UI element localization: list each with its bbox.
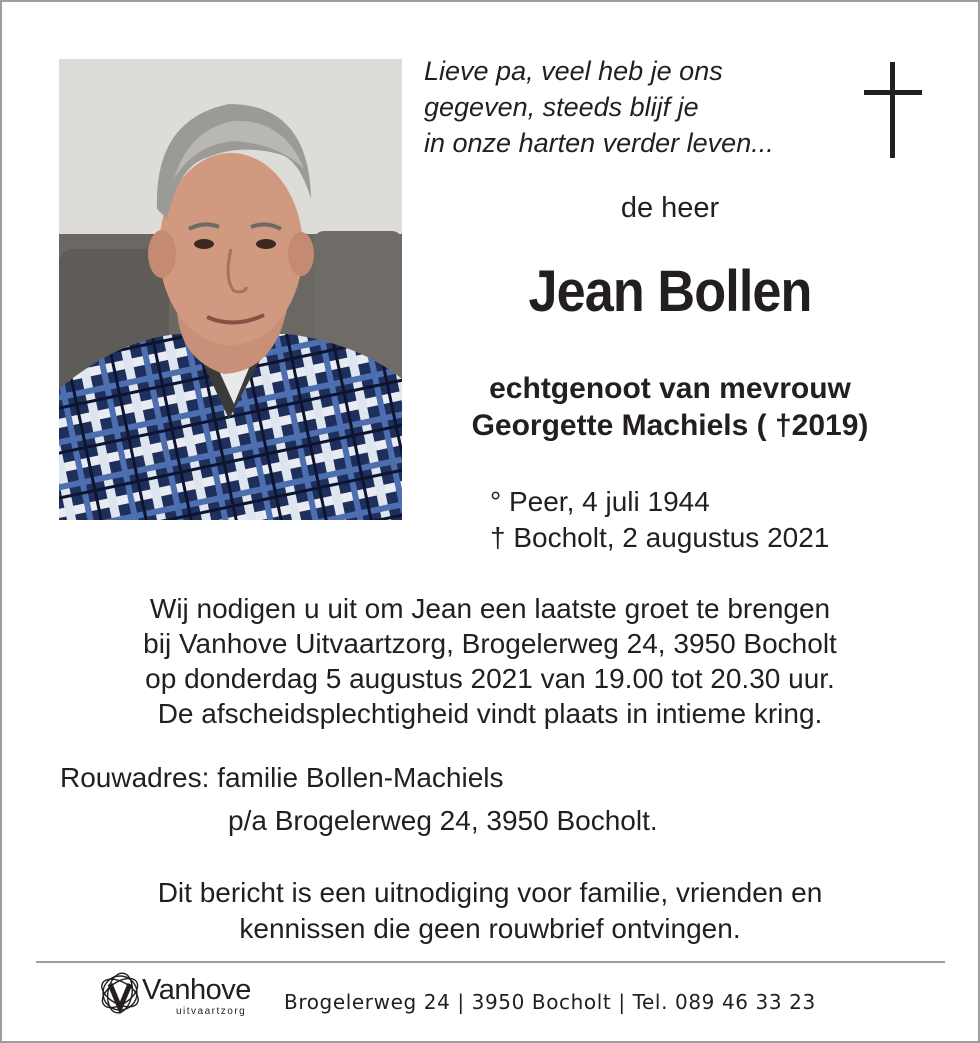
poem-line: Lieve pa, veel heb je ons [424, 56, 723, 86]
life-dates [490, 484, 829, 556]
logo-tagline: uitvaartzorg [176, 1006, 247, 1017]
poem-text [424, 53, 844, 161]
spouse-relation [410, 370, 930, 444]
funeral-home-contact: Brogelerweg 24 | 3950 Bocholt | Tel. 089 46 33 23 [284, 990, 816, 1014]
condolence-address-line: p/a Brogelerweg 24, 3950 Bocholt. [228, 805, 658, 836]
relation-line: echtgenoot van mevrouw [489, 372, 851, 405]
footer-divider [36, 961, 945, 963]
relation-line: Georgette Machiels ( †2019) [471, 409, 869, 442]
invitation-line: Wij nodigen u uit om Jean een laatste groet te brengen [149, 593, 831, 624]
invitation-line: De afscheidsplechtigheid vindt plaats in intieme kring. [157, 698, 823, 729]
death-date: † Bocholt, 2 augustus 2021 [490, 522, 830, 553]
poem-line: in onze harten verder leven... [424, 128, 774, 158]
invitation-line: bij Vanhove Uitvaartzorg, Brogelerweg 24, 3950 Bocholt [143, 628, 837, 659]
honorific: de heer [620, 192, 720, 224]
poem-line: gegeven, steeds blijf je [424, 92, 699, 122]
invitation-text [30, 591, 950, 731]
cross-icon [864, 62, 922, 160]
condolence-address-line: Rouwadres: familie Bollen-Machiels [60, 762, 504, 793]
notice-text [30, 875, 950, 947]
invitation-line: op donderdag 5 augustus 2021 van 19.00 tot 20.30 uur. [145, 663, 835, 694]
deceased-name: Jean Bollen [528, 259, 812, 324]
vanhove-logo [96, 968, 271, 1020]
logo-wordmark: Vanhove [142, 974, 251, 1006]
notice-line: Dit bericht is een uitnodiging voor familie, vrienden en [157, 877, 823, 908]
vanhove-logo-icon [96, 968, 146, 1018]
birth-date: ° Peer, 4 juli 1944 [490, 486, 710, 517]
portrait-photo [59, 59, 402, 520]
notice-line: kennissen die geen rouwbrief ontvingen. [239, 913, 741, 944]
